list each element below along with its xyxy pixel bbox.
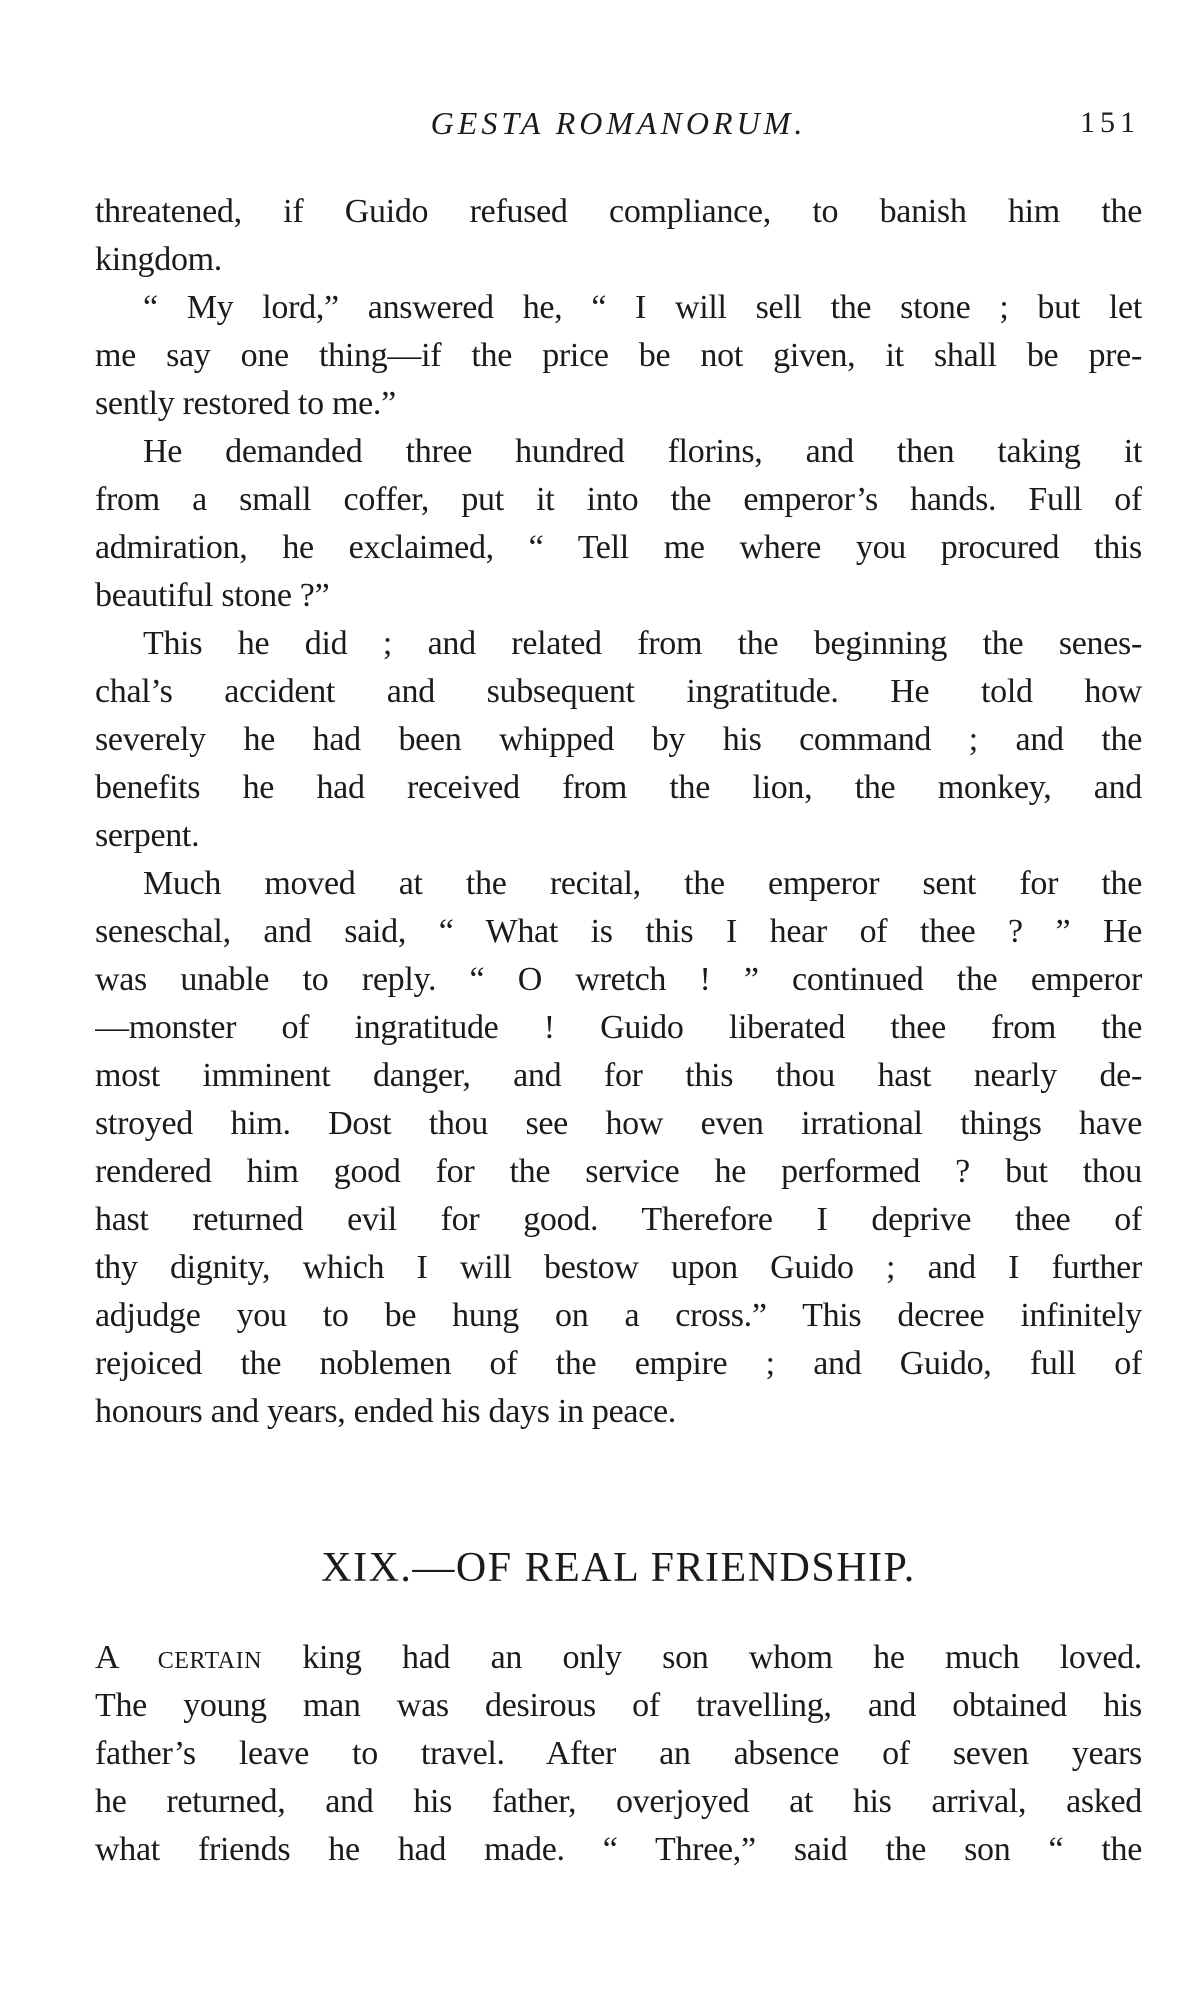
text-line: “ My lord,” answered he, “ I will sell the stone ; but let [143, 289, 1142, 326]
text-line: rejoiced the noblemen of the empire ; and Guido, full of [95, 1345, 1142, 1382]
text-line: hast returned evil for good. Therefore I deprive thee of [95, 1201, 1142, 1238]
text-line: honours and years, ended his days in peace. [95, 1393, 676, 1430]
paragraph [95, 188, 1142, 284]
text-line: chal’s accident and subsequent ingratitude. He told how [95, 673, 1142, 710]
text-line: stroyed him. Dost thou see how even irrational things have [95, 1105, 1142, 1142]
text-line: seneschal, and said, “ What is this I hear of thee ? ” He [95, 913, 1142, 950]
text-line: serpent. [95, 817, 200, 854]
text-line: admiration, he exclaimed, “ Tell me where you procured this [95, 529, 1142, 566]
text-line: most imminent danger, and for this thou hast nearly de- [95, 1057, 1142, 1094]
chapter-heading: XIX.—OF REAL FRIENDSHIP. [321, 1545, 916, 1591]
lead-word: A [95, 1639, 158, 1676]
text-line: from a small coffer, put it into the emperor’s hands. Full of [95, 481, 1142, 518]
story-19-text [95, 1634, 1142, 1874]
text-line: was unable to reply. “ O wretch ! ” continued the emperor [95, 961, 1142, 998]
paragraph [95, 620, 1142, 860]
text-line: he returned, and his father, overjoyed at his arrival, asked [95, 1783, 1142, 1820]
smallcaps-word: certain [157, 1639, 262, 1676]
text-line: severely he had been whipped by his command ; and the [95, 721, 1142, 758]
text-line: benefits he had received from the lion, the monkey, and [95, 769, 1142, 806]
text-line: beautiful stone ?” [95, 577, 330, 614]
text-line: threatened, if Guido refused compliance, to banish him the [95, 193, 1142, 230]
text-line: kingdom. [95, 241, 222, 278]
running-header [95, 100, 1142, 146]
text-line: me say one thing—if the price be not given, it shall be pre- [95, 337, 1142, 374]
text-line: This he did ; and related from the beginning the senes- [143, 625, 1142, 662]
text-line: adjudge you to be hung on a cross.” This decree infinitely [95, 1297, 1142, 1334]
text-line: The young man was desirous of travelling, and obtained his [95, 1687, 1142, 1724]
page-number: 151 [1080, 106, 1140, 139]
first-line-rest: king had an only son whom he much loved. [261, 1639, 1142, 1676]
text-line [95, 1634, 1142, 1682]
running-title: GESTA ROMANORUM. [430, 105, 807, 141]
text-line: —monster of ingratitude ! Guido liberated thee from the [95, 1009, 1142, 1046]
paragraph [95, 860, 1142, 1436]
text-line: what friends he had made. “ Three,” said the son “ the [95, 1831, 1142, 1868]
text-line: thy dignity, which I will bestow upon Guido ; and I further [95, 1249, 1142, 1286]
text-line: Much moved at the recital, the emperor sent for the [143, 865, 1142, 902]
story-18-text [95, 188, 1142, 1436]
paragraph [95, 1634, 1142, 1874]
paragraph [95, 284, 1142, 428]
text-line: He demanded three hundred florins, and then taking it [143, 433, 1142, 470]
text-line: rendered him good for the service he performed ? but thou [95, 1153, 1142, 1190]
text-line: father’s leave to travel. After an absence of seven years [95, 1735, 1142, 1772]
paragraph [95, 428, 1142, 620]
text-line: sently restored to me.” [95, 385, 396, 422]
